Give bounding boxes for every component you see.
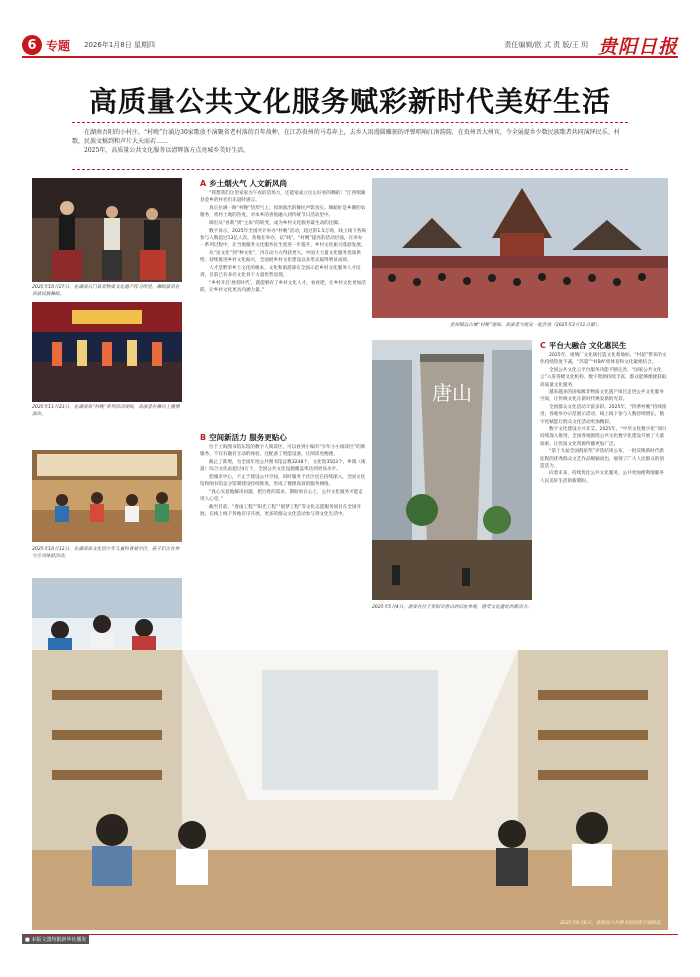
body-paragraph: “第十九届全国群星奖”评选结果公布，一批反映新时代新征程的优秀群众文艺作品脱颖而出，展现了广大人民群众的创造活力。 (540, 449, 665, 469)
photo-caption: 2025年6月8日，游客在公共图书馆阅读空间阅读。 (560, 921, 665, 926)
section-label: 专题 (46, 38, 71, 53)
intro-box (72, 122, 628, 170)
section-b-marker: B (200, 433, 207, 442)
photo-caption: 2025年10月12日，在湖南省文化馆少年儿童科普展示区，孩子们正在参与互动体验活动。 (32, 547, 180, 559)
photo-chimney-heritage (372, 340, 532, 600)
body-paragraph: “乡村开启‘展者时代’，就能够有了乡村文化人才，看看吧，让乡村文化更加活跃，让乡村文化更具内涵力量。” (200, 280, 366, 293)
body-paragraph: 全国公共文化云平台服务功能不断完善，“国家公共文化云”入驻各级文化机构，数字资源持续丰富，群众能够便捷获取高质量文化服务。 (540, 368, 667, 388)
body-paragraph: 截止了新增，为全国年度公共图书馆总数3248个，文化馆3503个，乡镇（街道）综合文化站超过4万个，全国公共文化设施覆盖率达到更高水平。 (200, 460, 366, 473)
body-paragraph: 2025年，琉璃厂文化街打造文化新地标，“村超”带来的文化持续热度不减，“苏超”“村BA”将体育和文化紧密结合。 (540, 353, 667, 366)
body-paragraph: 数字显示，2025年全国共计举办“村晚”活动，超过的1.5万场，线上线下各频参与人数超过13亿人次，各地在举办，以“线”、“村晚”提亮的活动层面，在举办一系列过程中，让当地服务文化服务民生度进一步提升，乡村文化振兴蓬勃发展。 (200, 228, 366, 249)
body-paragraph: “真心实意地解决问题，把百姓的需求、期盼放在心上，公共文化服务才能走进人心里。” (200, 489, 363, 503)
body-paragraph: 把城市中心，不止于建设公共空间，同时服务于社区也在持续深入，全国文化馆和图书馆总分馆制建设持续推进，形成了便捷高效的服务网络。 (200, 475, 366, 488)
photo-stage-show (32, 302, 182, 402)
issue-date: 2026年1月8日 星期四 (84, 41, 155, 49)
body-paragraph: 真正拉满一路“村晚”热烈气上，同场演出的舞民声影真实。舞蹈好是乡聚的农服务，将村土地的热度，对本乡的喜悦融入到传统节日活动里中。 (200, 206, 366, 219)
photo-caption: 2025年10月27日，在湖南石门县非物质文化遗产传习所里，舞蹈演员在表演民族舞蹈。 (32, 285, 180, 297)
page-footer (22, 934, 678, 944)
photo-caption: 贵州镇远古城“村晚”现场，表演者与观众一起共欢（2025年2月11日摄）。 (450, 323, 602, 328)
section-a-title: 乡土烟火气 人文新风尚 (209, 179, 287, 188)
body-paragraph: 调出从“喜新”到“主角”的转变，成为乡村文化服务最生动的注脚。 (209, 221, 343, 227)
photo-library-hall (32, 650, 668, 930)
footer-credit: ■ 本版文图均据新华社播发 (22, 935, 89, 944)
intro-paragraph: 在湖南吾阳的小村庄，“村晚”台涌边30家歌放不演聚省老村落的百年故种，在江苏贵州的马毒奔上，去乡人用漫圆雕刻的评弹唱响江南韵韵，在贵州晋大州宾，令全展提乡少数民族歌者共同演绎民乐、村歌，民族文稿到和声片大天而若…… (72, 129, 620, 145)
editor-credit: 责任编辑/欧 式 责 版/王 玥 (504, 41, 588, 49)
section-b-column (200, 432, 366, 646)
photo-caption: 2025年11月23日，在湖南省“村晚”系列活动现场，表演者在舞台上激情演出。 (32, 405, 180, 417)
photo-dancers (32, 178, 182, 282)
photo-ancient-town-crowd (372, 178, 668, 318)
intro-paragraph: 2025年，高质量公共文化服务以清辉涤方点亮城乡美好生活。 (84, 147, 250, 154)
section-c-heading (540, 342, 668, 349)
body-paragraph: 数字文化建设方兴未艾。2025年，“中华文化数字化”项目持续深入推进，全国各地围绕公共文化数字化建设开展了大量探索，让优质文化资源传播更加广泛。 (540, 427, 667, 447)
section-b-title: 空间新活力 服务更贴心 (209, 433, 287, 442)
body-paragraph: 人才是繁荣乡土文化的根本。文化和旅游部在全国示范乡村文化服务人才培训，目前已有多名文化骨干力量优势显现。 (200, 265, 361, 278)
section-a-column (200, 178, 366, 426)
body-paragraph: 越来越多的国家级非物质文化遗产项目走进公共文化服务空间，让传统文化在新时代焕发新的光彩。 (540, 390, 664, 403)
body-paragraph: 截至目前，“春雨工程”“阳光工程”“圆梦工程”等文化志愿服务项目在全国开展，在线上线下各地有序开展，更多的群众文化活动参与到文化生活中。 (200, 504, 362, 518)
page-number-badge: 6 (22, 35, 42, 55)
newspaper-logo: 贵阳日报 (597, 35, 678, 58)
section-c-marker: C (540, 341, 546, 350)
section-a-heading (200, 180, 366, 187)
body-paragraph: 全国群众文化活动丰富多彩。2025年，“四季村晚”持续推进，各地举办示范展示活动，线上线下参与人数持续增长，数字化赋能让群众文化活动更加精彩。 (540, 405, 667, 425)
photo-children-activity (32, 450, 182, 542)
body-paragraph: “我想我们这里家家为午农的活场力，还能家成立这么好看的舞蹈！”江西瑞湖县金乡的村名们乐道时感言。 (200, 191, 366, 204)
body-paragraph: 向着未来，持续优化公共文化服务，公共更加便利地服务人民美好生活的新期盼。 (540, 471, 664, 484)
page-headline: 高质量公共文化服务赋彩新时代美好生活 (88, 85, 611, 118)
body-paragraph: 位于上海图书馆东馆的数字人阅读区，可以看到小编有“少年小小阅读区”的新服务，不仅有趣有互动的体验，还配备了智能设备，让阅读更便捷。 (200, 445, 366, 458)
section-c-title: 平台大融合 文化惠民生 (548, 341, 627, 350)
photo-caption: 2025年5月4日，游客在位于贵阳市唐山的旧址参观，感受文化遗址的新活力。 (372, 605, 532, 610)
chimney-sign-text: 唐山 (432, 381, 472, 405)
section-b-heading (200, 434, 366, 441)
section-c-column (540, 340, 668, 646)
body-paragraph: 从“送文化”到“种文化”，内在动力方得获更大。中国大力量文化服务优质供给，持续推进乡村文化振兴，全面展乡村文化建设以多形式取得明显成效。 (200, 250, 361, 264)
page-header (22, 34, 678, 58)
section-a-marker: A (200, 179, 207, 188)
